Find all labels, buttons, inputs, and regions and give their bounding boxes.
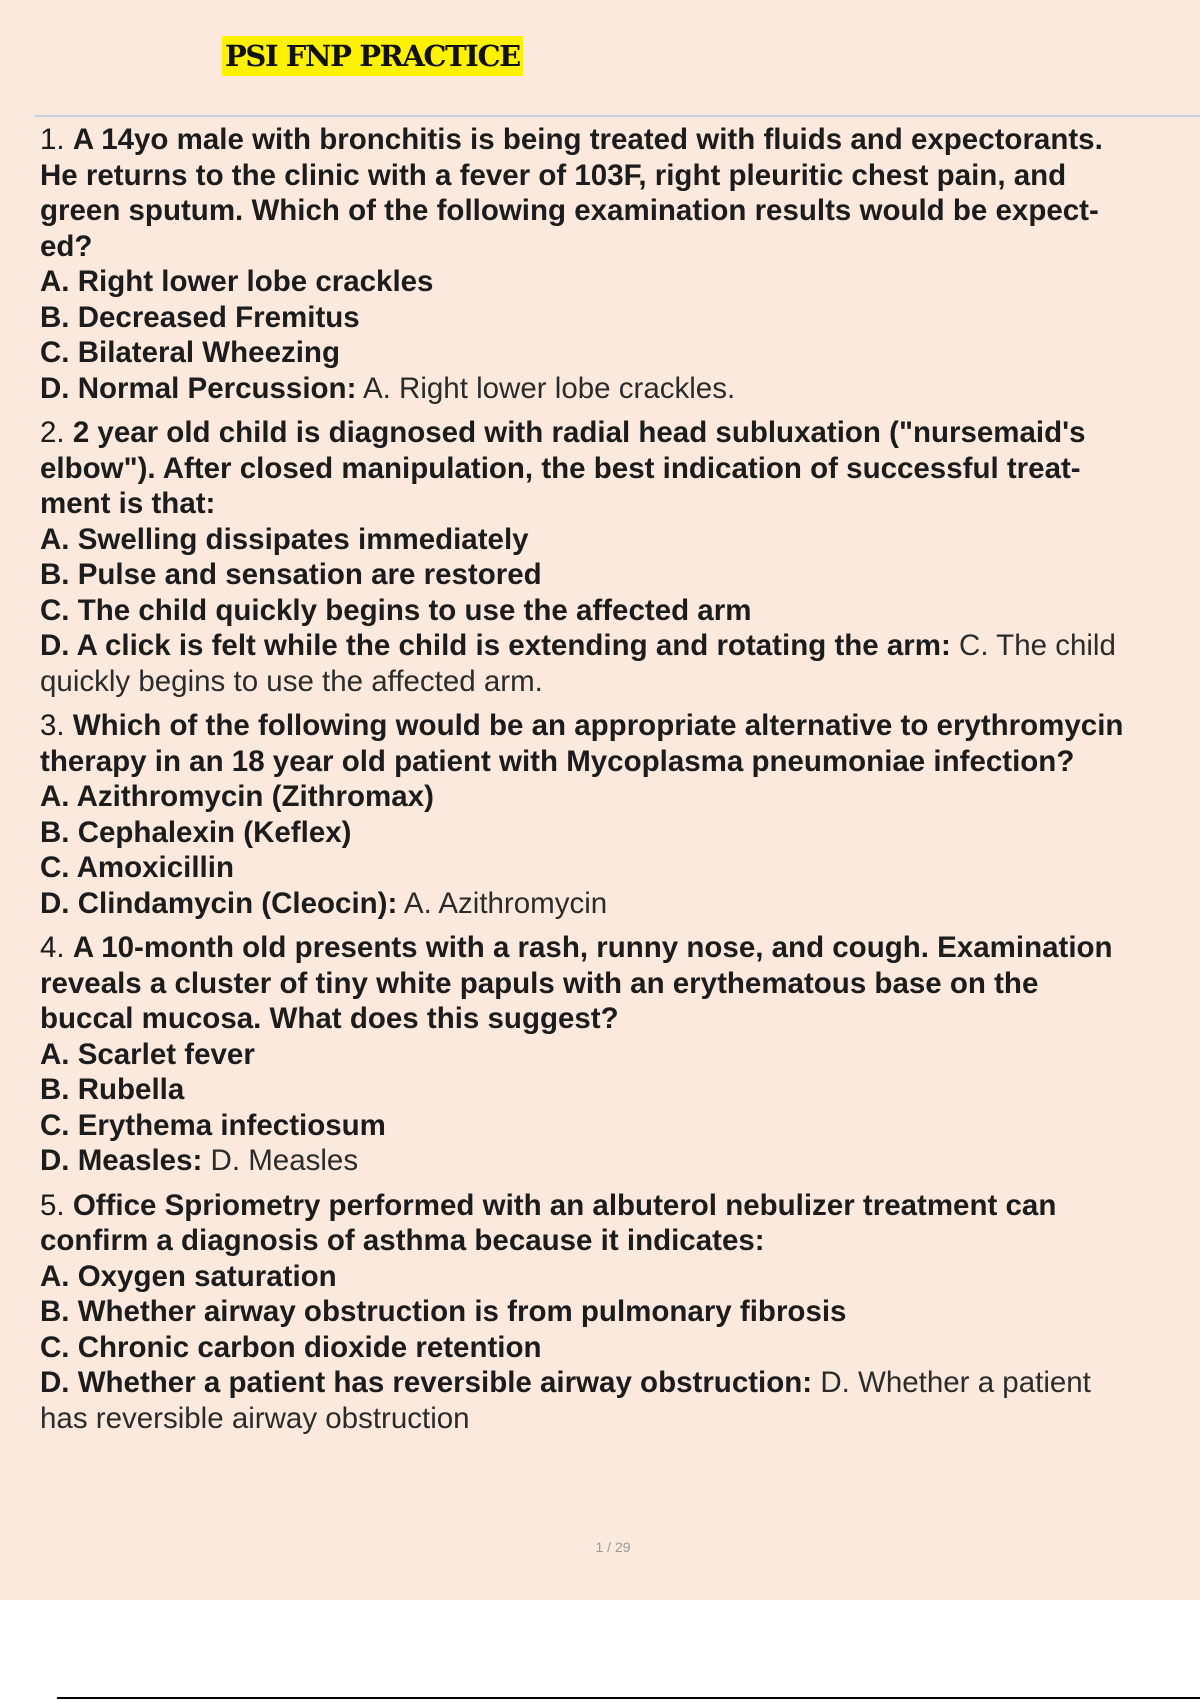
question-line	[40, 708, 1198, 744]
question-line	[40, 966, 1198, 1002]
question-text: confirm a diagnosis of asthma because it indicates:	[40, 1224, 765, 1257]
answer-option: C. Erythema infectiosum	[40, 1108, 386, 1142]
question-text: 2 year old child is diagnosed with radial head subluxation ("nursemaid's	[72, 416, 1086, 449]
question-line	[40, 1001, 1198, 1037]
question-text: ment is that:	[40, 487, 216, 520]
question-number: 2.	[40, 416, 73, 449]
question-text: A 10-month old presents with a rash, runny nose, and cough. Examination	[72, 931, 1113, 964]
answer-option: B. Whether airway obstruction is from pulmonary fibrosis	[40, 1295, 847, 1328]
question-line	[40, 486, 1198, 522]
page-title: PSI FNP PRACTICE	[222, 36, 523, 76]
question-block	[40, 415, 1198, 699]
answer-option: D. Whether a patient has reversible airway obstruction:	[40, 1366, 813, 1399]
question-block	[40, 930, 1198, 1179]
question-line	[40, 1188, 1198, 1224]
answer-option-with-key	[40, 886, 1198, 922]
question-text: He returns to the clinic with a fever of 103F, right pleuritic chest pain, and	[40, 158, 1067, 192]
question-text: elbow"). After closed manipulation, the best indication of successful treat-	[40, 451, 1081, 485]
correct-answer-continued: has reversible airway obstruction	[40, 1401, 470, 1435]
question-line	[40, 744, 1198, 780]
question-line	[40, 415, 1198, 451]
answer-option: B. Pulse and sensation are restored	[40, 558, 542, 591]
answer-option: A. Scarlet fever	[40, 1037, 255, 1071]
question-text: therapy in an 18 year old patient with Mycoplasma pneumoniae infection?	[40, 744, 1075, 778]
answer-option: B. Cephalexin (Keflex)	[40, 815, 352, 849]
title-wrap	[222, 36, 523, 76]
question-number: 4.	[40, 931, 73, 964]
page-indicator: 1 / 29	[595, 1539, 631, 1555]
answer-option: A. Azithromycin (Zithromax)	[40, 780, 434, 813]
question-text: Which of the following would be an appropriate alternative to erythromycin	[72, 709, 1124, 742]
answer-option: A. Oxygen saturation	[40, 1259, 337, 1293]
answer-option: D. A click is felt while the child is extending and rotating the arm:	[40, 629, 951, 662]
question-line	[40, 229, 1198, 265]
answer-option: D. Measles:	[40, 1144, 203, 1177]
question-text: green sputum. Which of the following examination results would be expect-	[40, 194, 1099, 227]
question-line	[40, 122, 1198, 158]
answer-option: D. Clindamycin (Cleocin):	[40, 886, 398, 920]
question-text: Office Spriometry performed with an albuterol nebulizer treatment can	[72, 1188, 1057, 1222]
question-line	[40, 930, 1198, 966]
correct-answer: D. Measles	[202, 1144, 359, 1177]
answer-option: C. Amoxicillin	[40, 851, 234, 884]
answer-option: C. Chronic carbon dioxide retention	[40, 1330, 542, 1364]
answer-option-with-key	[40, 371, 1198, 407]
header-divider	[34, 115, 1200, 117]
question-block	[40, 1188, 1198, 1437]
answer-option-with-key	[40, 1143, 1198, 1179]
question-text: A 14yo male with bronchitis is being treated with fluids and expectorants.	[72, 123, 1103, 156]
answer-option: C. Bilateral Wheezing	[40, 336, 340, 369]
correct-answer: A. Azithromycin	[397, 886, 608, 920]
correct-answer: C. The child	[950, 629, 1116, 662]
question-number: 1.	[40, 123, 73, 156]
question-line	[40, 451, 1198, 487]
question-text: reveals a cluster of tiny white papuls with an erythematous base on the	[40, 966, 1039, 1000]
question-line	[40, 193, 1198, 229]
correct-answer-continued: quickly begins to use the affected arm.	[40, 664, 543, 698]
answer-option: A. Right lower lobe crackles	[40, 265, 434, 298]
correct-answer: D. Whether a patient	[812, 1366, 1091, 1399]
question-list	[40, 122, 1198, 1445]
answer-option: D. Normal Percussion:	[40, 371, 357, 405]
question-line	[40, 1223, 1198, 1259]
question-block	[40, 122, 1198, 406]
question-number: 3.	[40, 709, 73, 742]
question-text: buccal mucosa. What does this suggest?	[40, 1002, 619, 1035]
question-line	[40, 158, 1198, 194]
question-block	[40, 708, 1198, 921]
question-number: 5.	[40, 1188, 73, 1222]
answer-option: B. Rubella	[40, 1073, 185, 1106]
answer-option-with-key	[40, 628, 1198, 664]
answer-option: B. Decreased Fremitus	[40, 300, 360, 334]
answer-option: C. The child quickly begins to use the affected arm	[40, 593, 752, 627]
correct-answer: A. Right lower lobe crackles.	[356, 371, 736, 405]
answer-option: A. Swelling dissipates immediately	[40, 522, 529, 556]
answer-option-with-key	[40, 1365, 1198, 1401]
question-text: ed?	[40, 229, 93, 263]
footer-divider	[57, 1697, 1200, 1699]
